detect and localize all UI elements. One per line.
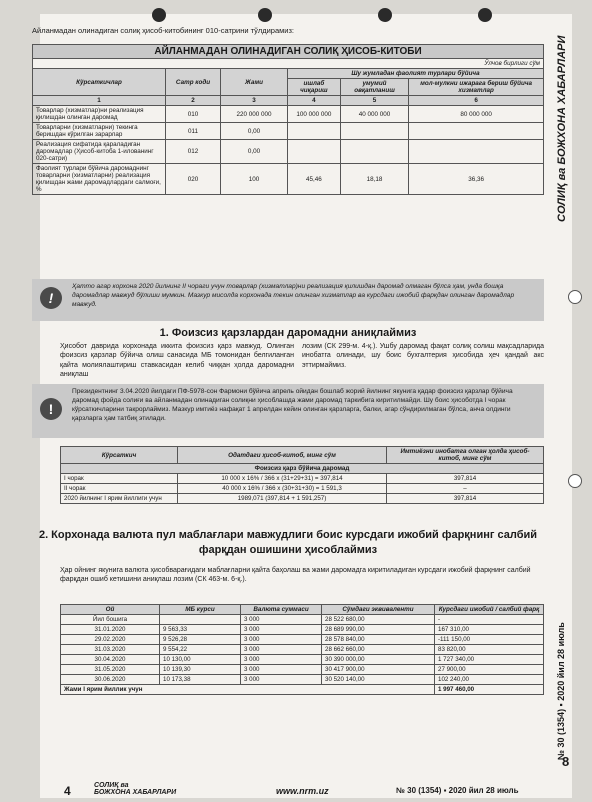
row-label: Фаолият турлари бўйича даромаднинг товарларни (хизматларни) реализация қилишдан жами даромадлардаги салмоғи, % — [33, 164, 166, 195]
column-number: 3 — [221, 96, 288, 106]
section-heading: 2. Корхонада валюта пул маблағлари мавжудлиги боис курсдаги ижобий фарқнинг салбий фарқдан ошишини ҳисоблаймиз — [38, 529, 538, 557]
row-amount: 3 000 — [241, 635, 322, 645]
header-benefit: Имтиёзни инобатга олган ҳолда ҳисоб-китоб, минг сўм — [387, 447, 544, 464]
header-row-code: Сатр коди — [166, 69, 221, 96]
row-month: 31.01.2020 — [61, 625, 160, 635]
paragraph-right: лозим (СК 299-м. 4-қ.). Ушбу даромад фақат солиқ солиш мақсадларида инобатга олинади, шу боис бухгалтерия ҳисобида ҳеч қандай акс эттирмаймиз. — [302, 343, 544, 369]
column-number: 2 — [166, 96, 221, 106]
row-month: 31.05.2020 — [61, 665, 160, 675]
row-amount: 3 000 — [241, 665, 322, 675]
units-label: Ўлчов бирлиги сўм — [33, 59, 544, 69]
ring-hole-icon — [568, 474, 582, 488]
header-total: Жами — [221, 69, 288, 96]
row-month: 29.02.2020 — [61, 635, 160, 645]
footer-logo-line1: СОЛИҚ ва — [94, 782, 129, 789]
row-label: Реализация сифатида қараладиган даромадлар (Ҳисоб-китоба 1-илованинг 020-сатри) — [33, 140, 166, 164]
note-box — [32, 279, 544, 321]
header-indicator: Кўрсаткич — [61, 447, 178, 464]
row-equivalent: 30 390 000,00 — [322, 655, 435, 665]
table-row — [61, 675, 544, 685]
row-amount: 3 000 — [241, 645, 322, 655]
row-total: 100 — [221, 164, 288, 195]
row-rent — [409, 140, 544, 164]
header-rate: МБ курси — [160, 605, 241, 615]
table-row — [61, 484, 544, 494]
row-code: 012 — [166, 140, 221, 164]
row-label: 2020 йилнинг I ярим йиллиги учун — [61, 494, 178, 504]
header-by-activity: Шу жумладан фаолият турлари бўйича — [288, 69, 544, 79]
column-number: 5 — [340, 96, 408, 106]
row-label: Товарлар (хизматлар)ни реализация қилишдан олинган даромад — [33, 106, 166, 123]
row-rent: 80 000 000 — [409, 106, 544, 123]
row-usual: 40 000 x 16% / 366 x (30+31+30) = 1 591,3 — [178, 484, 387, 494]
row-difference: 83 820,00 — [435, 645, 544, 655]
row-equivalent: 28 578 840,00 — [322, 635, 435, 645]
header-equivalent: Сўмдаги эквиваленти — [322, 605, 435, 615]
row-rate: 9 554,22 — [160, 645, 241, 655]
footer-logo-line2: БОЖХОНА ХАБАРЛАРИ — [94, 789, 177, 796]
row-rate: 10 130,00 — [160, 655, 241, 665]
row-rent — [409, 123, 544, 140]
row-difference: 27 900,00 — [435, 665, 544, 675]
header-catering: умумий овқатланиш — [340, 79, 408, 96]
column-number: 1 — [33, 96, 166, 106]
row-difference: 102 240,00 — [435, 675, 544, 685]
row-amount: 3 000 — [241, 675, 322, 685]
row-rate — [160, 615, 241, 625]
row-month: 31.03.2020 — [61, 645, 160, 655]
total-value: 1 997 460,00 — [435, 685, 544, 695]
row-equivalent: 30 417 900,00 — [322, 665, 435, 675]
table-row — [61, 645, 544, 655]
side-brand — [552, 32, 584, 232]
tax-calculation-table — [32, 44, 544, 195]
row-equivalent: 28 662 660,00 — [322, 645, 435, 655]
footer-url: www.nrm.uz — [276, 786, 329, 796]
row-code: 011 — [166, 123, 221, 140]
row-difference: -111 150,00 — [435, 635, 544, 645]
row-total: 0,00 — [221, 140, 288, 164]
table-row — [61, 474, 544, 484]
row-label: Товарларни (хизматларни) текинга беришдан кўрилган зарарлар — [33, 123, 166, 140]
header-rent: мол-мулкни ижарага бериш бўйича хизматлар — [409, 79, 544, 96]
table-row — [61, 655, 544, 665]
row-benefit: – — [387, 484, 544, 494]
punch-hole-icon — [258, 8, 272, 22]
total-row — [61, 685, 544, 695]
table-title: АЙЛАНМАДАН ОЛИНАДИГАН СОЛИҚ ҲИСОБ-КИТОБИ — [33, 45, 544, 59]
footer-issue: № 30 (1354) ▪ 2020 йил 28 июль — [396, 786, 519, 795]
page-number: 4 — [64, 784, 71, 798]
row-amount: 3 000 — [241, 655, 322, 665]
header-production: ишлаб чиқариш — [288, 79, 341, 96]
header-indicators: Кўрсаткичлар — [33, 69, 166, 96]
row-equivalent: 28 689 990,00 — [322, 625, 435, 635]
row-month: Йил бошига — [61, 615, 160, 625]
row-rate: 10 139,30 — [160, 665, 241, 675]
row-equivalent: 30 520 140,00 — [322, 675, 435, 685]
row-benefit: 397,814 — [387, 494, 544, 504]
row-rate: 10 173,38 — [160, 675, 241, 685]
table-body — [61, 615, 544, 685]
row-difference: 1 727 340,00 — [435, 655, 544, 665]
row-month: 30.06.2020 — [61, 675, 160, 685]
row-catering: 18,18 — [340, 164, 408, 195]
row-usual: 1989,071 (397,814 + 1 591,257) — [178, 494, 387, 504]
row-label: I чорак — [61, 474, 178, 484]
row-production: 100 000 000 — [288, 106, 341, 123]
row-code: 020 — [166, 164, 221, 195]
row-amount: 3 000 — [241, 615, 322, 625]
table-row — [33, 123, 544, 140]
row-rate: 9 563,33 — [160, 625, 241, 635]
sub-header: Фоизсиз қарз бўйича даромад — [61, 464, 544, 474]
exclamation-icon: ! — [40, 398, 62, 420]
ring-hole-icon — [568, 290, 582, 304]
row-production — [288, 123, 341, 140]
row-rate: 9 526,28 — [160, 635, 241, 645]
header-month: Ой — [61, 605, 160, 615]
punch-hole-icon — [152, 8, 166, 22]
column-number: 6 — [409, 96, 544, 106]
row-difference: 167 310,00 — [435, 625, 544, 635]
table-row — [61, 635, 544, 645]
column-number: 4 — [288, 96, 341, 106]
row-difference: - — [435, 615, 544, 625]
header-usual: Одатдаги ҳисоб-китоб, минг сўм — [178, 447, 387, 464]
exchange-difference-table — [60, 604, 544, 695]
row-code: 010 — [166, 106, 221, 123]
side-issue-text: № 30 (1354) ▪ 2020 йил 28 июль — [556, 622, 566, 760]
table-row — [61, 625, 544, 635]
paragraph-left: Ҳисобот даврида корхонада иккита фоизсиз қарз мавжуд. Олинган фоизсиз қарзлар бўйича олиш санасида МБ томонидан белгиланган қайта молиялаштириш ставкасидан келиб чиққан ҳолда даромадни аниқлаш — [60, 343, 294, 379]
table-row — [61, 494, 544, 504]
total-label: Жами I ярим йиллик учун — [61, 685, 435, 695]
row-month: 30.04.2020 — [61, 655, 160, 665]
section-heading: 1. Фоизсиз қарзлардан даромадни аниқлаймиз — [159, 327, 417, 339]
row-rent: 36,36 — [409, 164, 544, 195]
punch-hole-icon — [378, 8, 392, 22]
row-total: 0,00 — [221, 123, 288, 140]
row-label: II чорак — [61, 484, 178, 494]
note-text: Президентнинг 3.04.2020 йилдаги ПФ-5978-сон Фармони бўйича апрель ойидан бошлаб жорий йилнинг якунига қадар фоизсиз қарзлар бўйича даромад фойда солиғи ва айланмадан олинадиган солиқни ҳисоблашда жами даромад таркибига киритилмайди. Шу боис ҳисоботда I чорак кўрсаткичларини такрорлаймиз. Мазкур имтиёз нафақат 1 апрелдан кейин олинган қарзларга, балки, агар сўндирилмаган бўлса, анча олдинги қарзларга ҳам татбиқ этилади. — [72, 388, 513, 422]
punch-hole-icon — [478, 8, 492, 22]
row-production: 45,46 — [288, 164, 341, 195]
table-row — [61, 615, 544, 625]
header-amount: Валюта суммаси — [241, 605, 322, 615]
row-catering — [340, 123, 408, 140]
side-page-number: 8 — [562, 754, 570, 769]
note-box — [32, 384, 544, 438]
side-brand-text: СОЛИҚ ва БОЖХОНА ХАБАРЛАРИ — [556, 35, 568, 222]
loan-income-table — [60, 446, 544, 504]
table-row — [33, 106, 544, 123]
row-production — [288, 140, 341, 164]
row-usual: 10 000 x 16% / 366 x (31+29+31) = 397,814 — [178, 474, 387, 484]
row-benefit: 397,814 — [387, 474, 544, 484]
section-intro: Ҳар ойнинг якунига валюта ҳисобварағидаги маблағларни қайта баҳолаш ва жами даромадга киритиладиган курсдаги ижобий фарқнинг салбий фарқдан ошиб кетишини аниқлаш лозим (СК 463-м. 6-қ.). — [60, 567, 531, 584]
header-difference: Курсдаги ижобий / салбий фарқ — [435, 605, 544, 615]
row-catering: 40 000 000 — [340, 106, 408, 123]
table-row — [33, 164, 544, 195]
table-row — [61, 665, 544, 675]
note-text: Ҳатто агар корхона 2020 йилнинг II чораги учун товарлар (хизматлар)ни реализация қилишдан даромад олмаган бўлса ҳам, унда бошқа даромадлар мавжуд бўлиши мумкин. Мазкур мисолда корхонада текин олинган хизматлар ва курсдаги ижобий фарқдан олинган даромадлар мавжуд. — [72, 283, 515, 308]
footer-logo — [94, 782, 176, 796]
intro-text: Айланмадан олинадиган солиқ ҳисоб-китобининг 010-сатрини тўлдирамиз: — [32, 26, 294, 35]
exclamation-icon: ! — [40, 287, 62, 309]
row-catering — [340, 140, 408, 164]
row-amount: 3 000 — [241, 625, 322, 635]
row-total: 220 000 000 — [221, 106, 288, 123]
table-row — [33, 140, 544, 164]
row-equivalent: 28 522 680,00 — [322, 615, 435, 625]
